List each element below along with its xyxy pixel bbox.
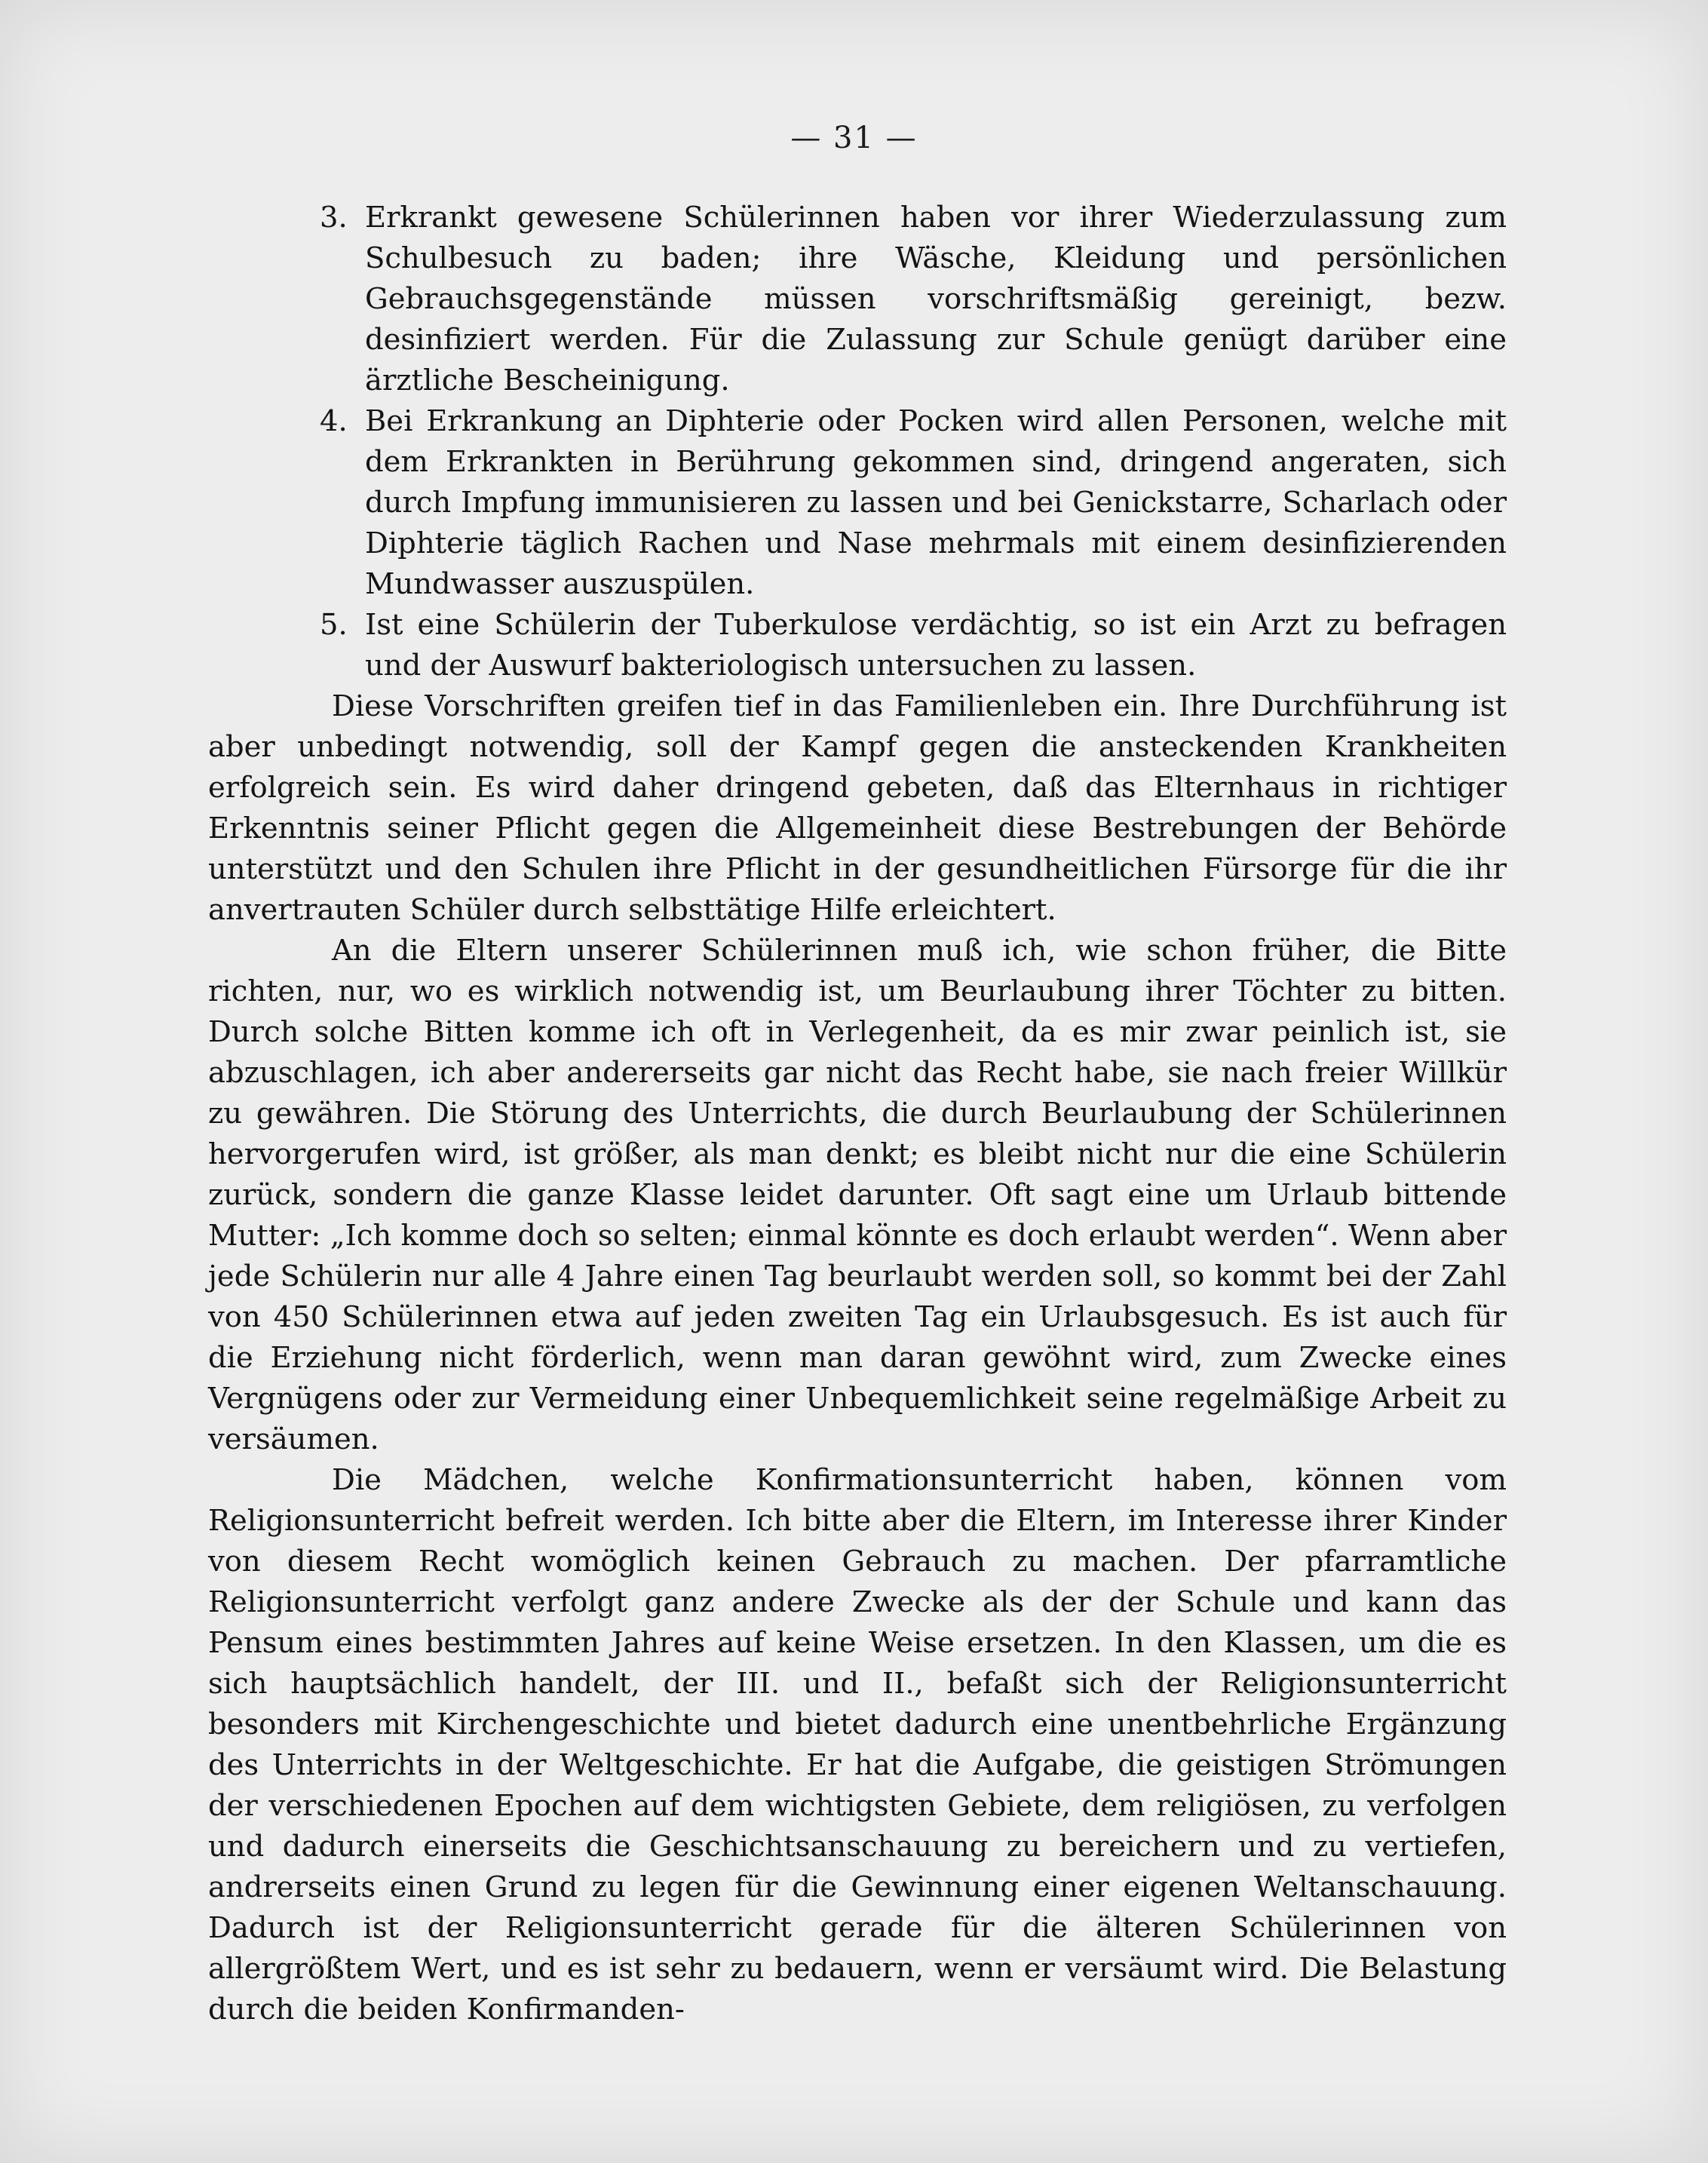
paragraph-regulations: Diese Vorschriften greifen tief in das Familienleben ein. Ihre Durchführung ist aber unbedingt notwendig, soll der Kampf gegen die ansteckenden Krankheiten erfolgreich sein. Es wird daher dringend gebeten, daß das Elternhaus in richtiger Erkenntnis seiner Pflicht gegen die Allgemeinheit diese Bestrebungen der Behörde unterstützt und den Schulen ihre Pflicht in der gesundheitlichen Fürsorge für die ihr anvertrauten Schüler durch selbsttätige Hilfe erleichtert. bbox=[208, 689, 1507, 927]
page-number: — 31 — bbox=[790, 121, 918, 155]
paragraph-leave-requests: An die Eltern unserer Schülerinnen muß ich, wie schon früher, die Bitte richten, nur, wo es wirklich notwendig ist, um Beurlaubung ihrer Töchter zu bitten. Durch solche Bitten komme ich oft in Verlegenheit, da es mir zwar peinlich ist, sie abzuschlagen, ich aber andererseits gar nicht das Recht habe, sie nach freier Willkür zu gewähren. Die Störung des Unterrichts, die durch Beurlaubung der Schülerinnen hervorgerufen wird, ist größer, als man denkt; es bleibt nicht nur die eine Schülerin zurück, sondern die ganze Klasse leidet darunter. Oft sagt eine um Urlaub bittende Mutter: „Ich komme doch so selten; einmal könnte es doch erlaubt werden“. Wenn aber jede Schülerin nur alle 4 Jahre einen Tag beurlaubt werden soll, so kommt bei der Zahl von 450 Schülerinnen etwa auf jeden zweiten Tag ein Urlaubsgesuch. Es ist auch für die Erziehung nicht förderlich, wenn man daran gewöhnt wird, zum Zwecke eines Vergnügens oder zur Vermeidung einer Unbequemlichkeit seine regelmäßige Arbeit zu versäumen. bbox=[208, 934, 1507, 1456]
list-item-text: Bei Erkrankung an Diphterie oder Pocken wird allen Personen, welche mit dem Erkrankten in Berührung gekommen sind, dringend angeraten, sich durch Impfung immunisieren zu lassen und bei Genickstarre, Scharlach oder Diphterie täglich Rachen und Nase mehrmals mit einem desinfizierenden Mundwasser auszuspülen. bbox=[365, 404, 1507, 601]
list-number: 4. bbox=[320, 404, 348, 438]
paragraph-religious-instruction: Die Mädchen, welche Konfirmationsunterricht haben, können vom Religionsunterricht befreit werden. Ich bitte aber die Eltern, im Interesse ihrer Kinder von diesem Recht womöglich keinen Gebrauch zu machen. Der pfarramtliche Religionsunterricht verfolgt ganz andere Zwecke als der der Schule und kann das Pensum eines bestimmten Jahres auf keine Weise ersetzen. In den Klassen, um die es sich hauptsächlich handelt, der III. und II., befaßt sich der Religionsunterricht besonders mit Kirchengeschichte und bietet dadurch eine unentbehrliche Ergänzung des Unterrichts in der Weltgeschichte. Er hat die Aufgabe, die geistigen Strömungen der verschiedenen Epochen auf dem wichtigsten Gebiete, dem religiösen, zu verfolgen und dadurch einerseits die Geschichtsanschauung zu bereichern und zu vertiefen, andrerseits einen Grund zu legen für die Gewinnung einer eigenen Weltanschauung. Dadurch ist der Religionsunterricht gerade für die älteren Schülerinnen von allergrößtem Wert, und es ist sehr zu bedauern, wenn er versäumt wird. Die Belastung durch die beiden Konfirmanden- bbox=[208, 1463, 1507, 2026]
list-number: 3. bbox=[320, 201, 348, 235]
list-number: 5. bbox=[320, 608, 348, 642]
list-item-5 bbox=[208, 605, 1507, 686]
list-item-4 bbox=[208, 401, 1507, 605]
list-item-text: Ist eine Schülerin der Tuberkulose verdächtig, so ist ein Arzt zu befragen und der Auswurf bakteriologisch untersuchen zu lassen. bbox=[365, 608, 1507, 683]
body-text bbox=[208, 198, 1507, 2030]
list-item-3 bbox=[208, 198, 1507, 401]
list-item-text: Erkrankt gewesene Schülerinnen haben vor ihrer Wiederzulassung zum Schulbesuch zu baden; ihre Wäsche, Kleidung und persönlichen Gebrauchsgegenstände müssen vorschriftsmäßig gereinigt, bezw. desinfiziert werden. Für die Zulassung zur Schule genügt darüber eine ärztliche Bescheinigung. bbox=[365, 201, 1507, 397]
